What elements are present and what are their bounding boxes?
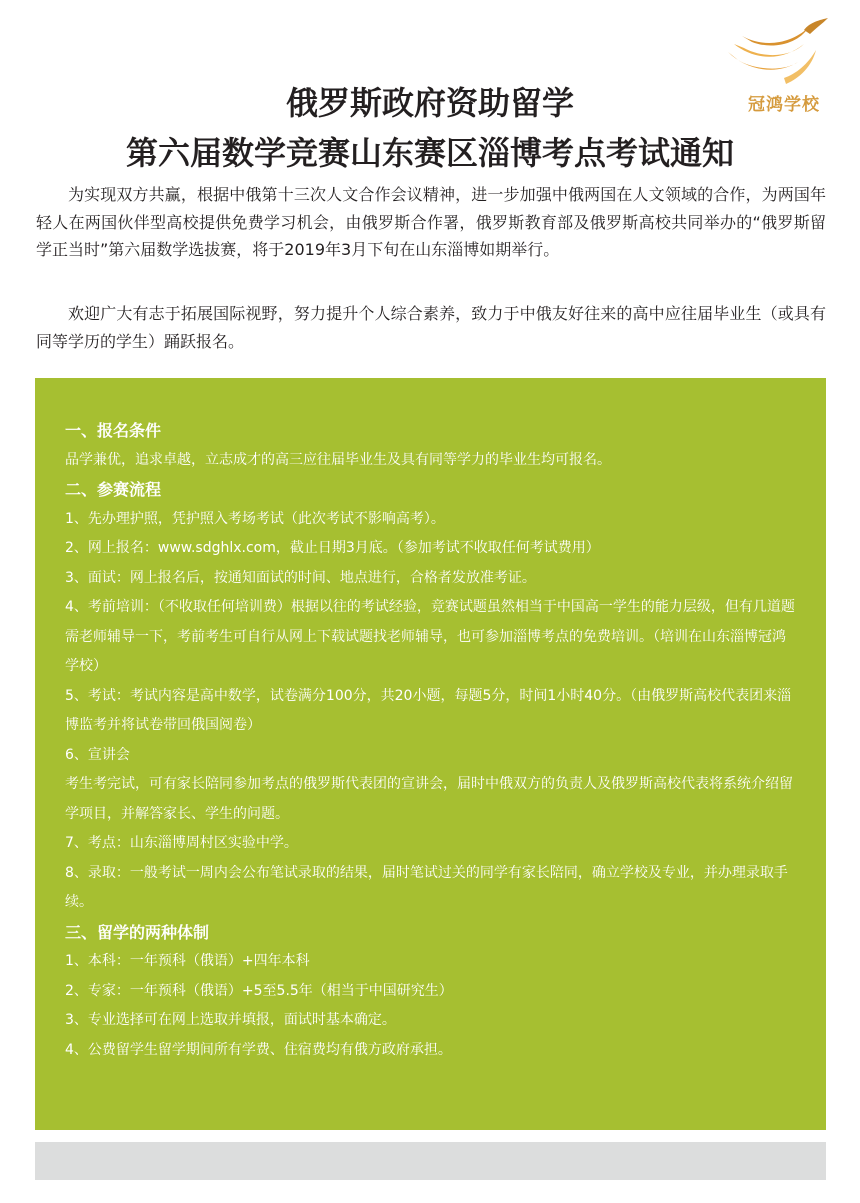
section-item: 品学兼优，追求卓越，立志成才的高三应往届毕业生及具有同等学力的毕业生均可报名。	[65, 451, 611, 468]
intro-paragraph-2: 欢迎广大有志于拓展国际视野，努力提升个人综合素养，致力于中俄友好往来的高中应往届毕业生（或具有同等学历的学生）踊跃报名。	[36, 304, 826, 351]
section-item: 8、录取：一般考试一周内会公布笔试录取的结果，届时笔试过关的同学有家长陪同，确立学校及专业，并办理录取手续。	[65, 864, 788, 910]
section-heading-process: 二、参赛流程	[65, 480, 162, 499]
logo-text: 冠鸿学校	[748, 95, 820, 115]
section-heading-eligibility: 一、报名条件	[65, 421, 162, 440]
section-item: 6、宣讲会	[65, 746, 130, 763]
section-item: 考生考完试，可有家长陪同参加考点的俄罗斯代表团的宣讲会，届时中俄双方的负责人及俄罗斯高校代表将系统介绍留学项目，并解答家长、学生的问题。	[65, 776, 793, 822]
section-item: 4、公费留学生留学期间所有学费、住宿费均有俄方政府承担。	[65, 1041, 452, 1058]
intro-paragraph-1: 为实现双方共赢，根据中俄第十三次人文合作会议精神，进一步加强中俄两国在人文领域的合作，为两国年轻人在两国伙伴型高校提供免费学习机会，由俄罗斯合作署，俄罗斯教育部及俄罗斯高校共同举办的“俄罗斯留学正当时”第六届数学选拔赛，将于2019年3月下旬在山东淄博如期举行。	[36, 185, 826, 259]
section-item: 3、面试：网上报名后，按通知面试的时间、地点进行，合格者发放准考证。	[65, 569, 536, 586]
section-item: 2、专家：一年预科（俄语）+5至5.5年（相当于中国研究生）	[65, 982, 453, 999]
footer-bar	[35, 1142, 826, 1180]
section-item: 7、考点：山东淄博周村区实验中学。	[65, 835, 298, 851]
section-item: 2、网上报名：www.sdghlx.com，截止日期3月底。（参加考试不收取任何考试费用）	[65, 540, 600, 556]
page-title-line-1: 俄罗斯政府资助留学	[285, 84, 574, 122]
section-item: 3、专业选择可在网上选取并填报，面试时基本确定。	[65, 1012, 396, 1028]
info-panel	[35, 378, 826, 1130]
section-item: 5、考试：考试内容是高中数学，试卷满分100分，共20小题，每题5分，时间1小时40分。（由俄罗斯高校代表团来淄博监考并将试卷带回俄国阅卷）	[65, 687, 792, 733]
section-heading-study-systems: 三、留学的两种体制	[65, 922, 210, 942]
page-title-line-2: 第六届数学竞赛山东赛区淄博考点考试通知	[125, 134, 734, 172]
section-item: 4、考前培训：（不收取任何培训费）根据以往的考试经验，竞赛试题虽然相当于中国高一学生的能力层级，但有几道题需老师辅导一下，考前考生可自行从网上下载试题找老师辅导，也可参加淄博考点的免费培训。（培训在山东淄博冠鸿学校）	[65, 599, 795, 674]
section-item: 1、先办理护照，凭护照入考场考试（此次考试不影响高考）。	[65, 510, 445, 527]
info-panel-content	[65, 416, 795, 1065]
section-item: 1、本科：一年预科（俄语）+四年本科	[65, 953, 310, 969]
